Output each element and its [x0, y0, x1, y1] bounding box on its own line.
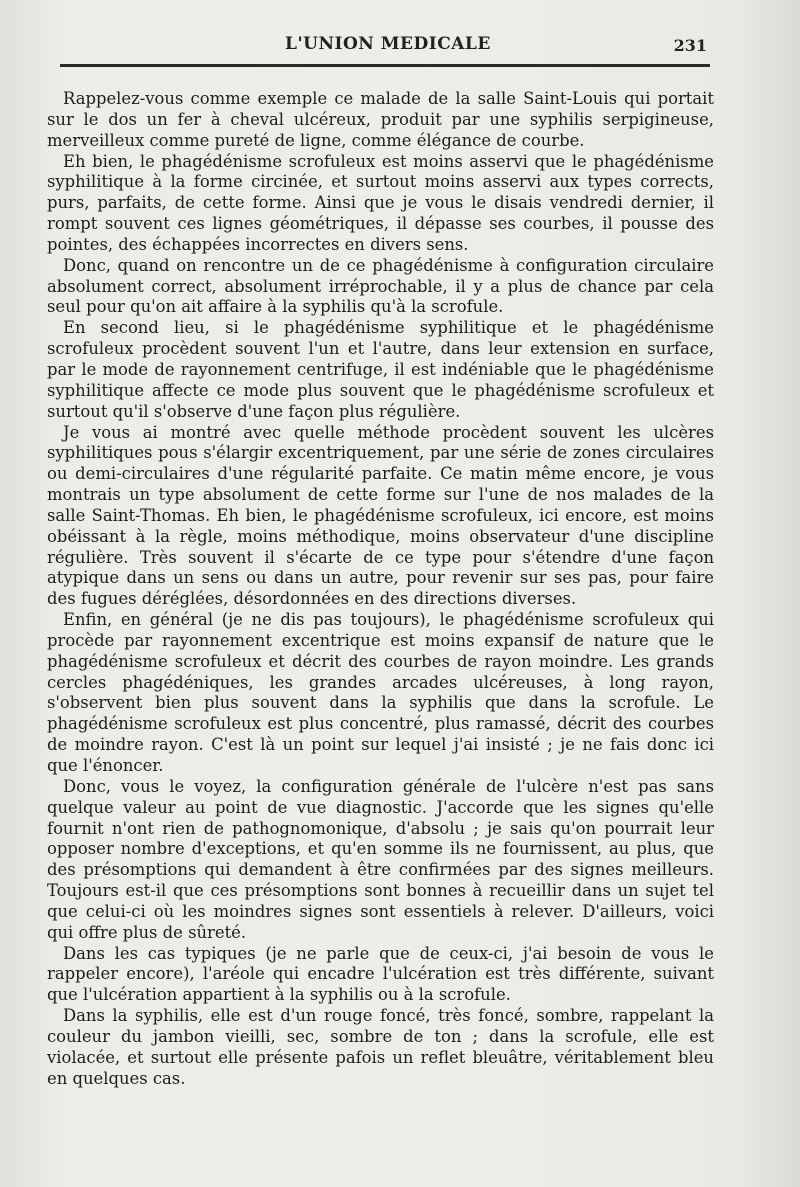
body-text	[47, 89, 714, 1090]
paragraph: Eh bien, le phagédénisme scrofuleux est moins asservi que le phagédénisme syphilitique à la forme circinée, et surtout moins asservi aux types corrects, purs, parfaits, de cette forme. Ainsi que je vous le disais vendredi dernier, il rompt souvent ces lignes géométriques, il dépasse ses courbes, il pousse des pointes, des échappées incorrectes en divers sens.	[47, 151, 714, 254]
paragraph: Dans la syphilis, elle est d'un rouge foncé, très foncé, sombre, rappelant la couleur du jambon vieilli, sec, sombre de ton ; dans la scrofule, elle est violacée, et surtout elle présente pafois un reflet bleuâtre, véritablement bleu en quelques cas.	[47, 1006, 714, 1088]
paragraph: Donc, vous le voyez, la configuration générale de l'ulcère n'est pas sans quelque valeur au point de vue diagnostic. J'accorde que les signes qu'elle fournit n'ont rien de pathognomonique, d'absolu ; je sais qu'on pourrait leur opposer nombre d'exceptions, et qu'en somme ils ne fournissent, au plus, que des présomptions qui demandent à être confirmées par des signes meilleurs. Toujours est-il que ces présomptions sont bonnes à recueillir dans un sujet tel que celui-ci où les moindres signes sont essentiels à relever. D'ailleurs, voici qui offre plus de sûreté.	[47, 776, 714, 942]
paragraph: En second lieu, si le phagédénisme syphilitique et le phagédénisme scrofuleux procèdent souvent l'un et l'autre, dans leur extension en surface, par le mode de rayonnement centrifuge, il est indéniable que le phagédénisme syphilitique affecte ce mode plus souvent que le phagédénisme scrofuleux et surtout qu'il s'observe d'une façon plus régulière.	[47, 318, 714, 421]
running-title: L'UNION MEDICALE	[285, 34, 491, 54]
paragraph: Donc, quand on rencontre un de ce phagédénisme à configuration circulaire absolument correct, absolument irréprochable, il y a plus de chance par cela seul pour qu'on ait affaire à la syphilis qu'à la scrofule.	[47, 255, 714, 317]
paragraph: Dans les cas typiques (je ne parle que de ceux-ci, j'ai besoin de vous le rappeler encore), l'aréole qui encadre l'ulcération est très différente, suivant que l'ulcération appartient à la syphilis ou à la scrofule.	[47, 943, 714, 1005]
page-header	[55, 34, 709, 56]
paragraph: Je vous ai montré avec quelle méthode procèdent souvent les ulcères syphilitiques pous s'élargir excentriquement, par une série de zones circulaires ou demi-circulaires d'une régularité parfaite. Ce matin même encore, je vous montrais un type absolument de cette forme sur l'une de nos malades de la salle Saint-Thomas. Eh bien, le phagédénisme scrofuleux, ici encore, est moins obéissant à la règle, moins méthodique, moins observateur d'une discipline régulière. Très souvent il s'écarte de ce type pour s'étendre d'une façon atypique dans un sens ou dans un autre, pour revenir sur ses pas, pour faire des fugues déréglées, désordonnées en des directions diverses.	[47, 422, 714, 609]
header-rule	[60, 64, 710, 67]
page-number: 231	[673, 36, 707, 55]
paragraph: Rappelez-vous comme exemple ce malade de la salle Saint-Louis qui portait sur le dos un fer à cheval ulcéreux, produit par une syphilis serpigineuse, merveilleux comme pureté de ligne, comme élégance de courbe.	[47, 89, 714, 150]
paragraph: Enfin, en général (je ne dis pas toujours), le phagédénisme scrofuleux qui procède par rayonnement excentrique est moins expansif de nature que le phagédénisme scrofuleux et décrit des courbes de rayon moindre. Les grands cercles phagédéniques, les grandes arcades ulcéreuses, à long rayon, s'observent bien plus souvent dans la syphilis que dans la scrofule. Le phagédénisme scrofuleux est plus concentré, plus ramassé, décrit des courbes de moindre rayon. C'est là un point sur lequel j'ai insisté ; je ne fais donc ici que l'énoncer.	[47, 610, 714, 775]
